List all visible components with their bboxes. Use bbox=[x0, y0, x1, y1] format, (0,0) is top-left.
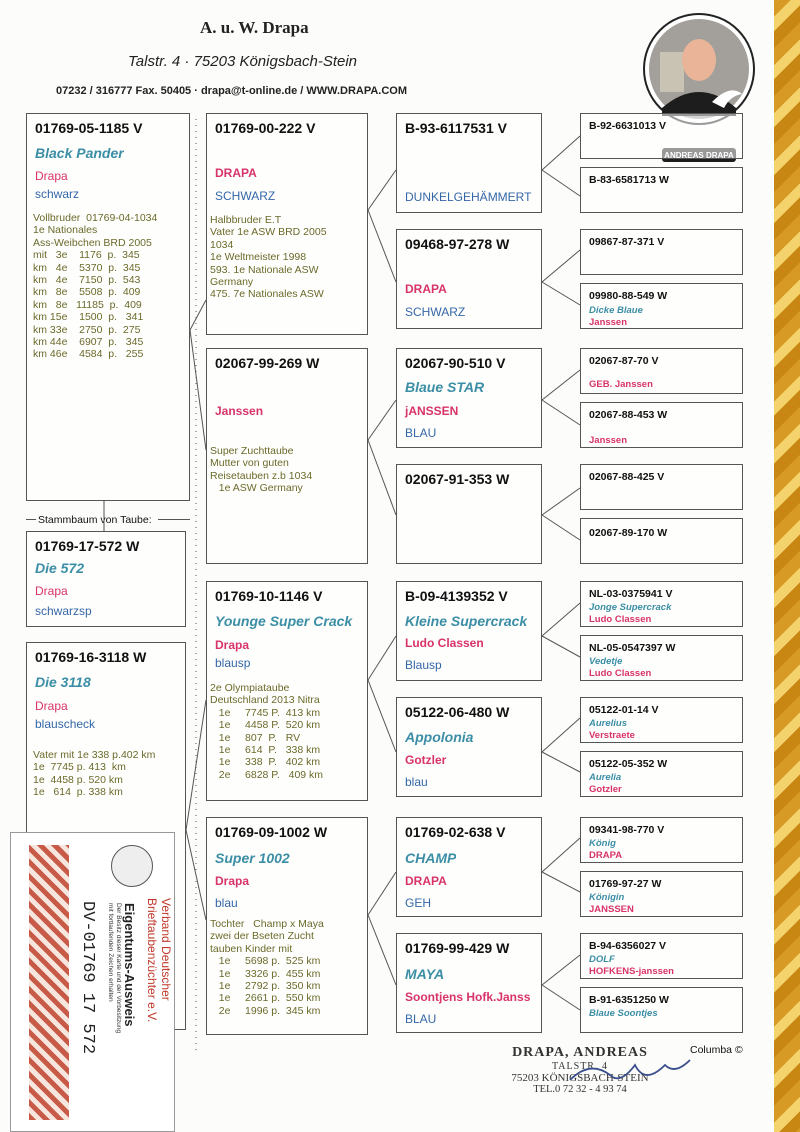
gen2-breeder: DRAPA bbox=[405, 874, 447, 888]
third-breeder: Drapa bbox=[35, 699, 68, 713]
gen3-ring: NL-03-0375941 V bbox=[589, 588, 673, 600]
gen3-ring: 09867-87-371 V bbox=[589, 236, 665, 248]
main-bird-box bbox=[26, 113, 190, 501]
gen2-name: CHAMP bbox=[405, 850, 457, 866]
gen1-breeder: Drapa bbox=[215, 638, 250, 652]
gen3-ring: B-94-6356027 V bbox=[589, 940, 667, 952]
gen2-ring: 02067-91-353 W bbox=[405, 471, 510, 487]
pigeon-logo-icon bbox=[111, 845, 153, 887]
gen3-box bbox=[580, 697, 743, 743]
ownership-card bbox=[10, 832, 175, 1132]
gen3-box bbox=[580, 348, 743, 394]
gen2-ring: B-93-6117531 V bbox=[405, 120, 507, 136]
gen3-name: DOLF bbox=[589, 954, 615, 965]
gen2-breeder: Ludo Classen bbox=[405, 636, 484, 650]
gen3-box bbox=[580, 402, 743, 448]
gen3-box bbox=[580, 817, 743, 863]
stamp-phone: TEL.0 72 32 - 4 93 74 bbox=[533, 1084, 627, 1095]
decorative-stripe bbox=[774, 0, 800, 1132]
gen3-name: Aurelius bbox=[589, 718, 628, 729]
gen3-ring: 05122-05-352 W bbox=[589, 758, 668, 770]
gen3-box bbox=[580, 167, 743, 213]
gen3-box bbox=[580, 229, 743, 275]
gen2-color: DUNKELGEHÄMMERT bbox=[405, 190, 532, 204]
gen2-color: blau bbox=[405, 775, 428, 789]
gen3-box bbox=[580, 871, 743, 917]
gen2-box-2 bbox=[396, 229, 542, 329]
gen2-color: Blausp bbox=[405, 658, 442, 672]
gen2-color: SCHWARZ bbox=[405, 305, 466, 319]
gen3-ring: NL-05-0547397 W bbox=[589, 642, 676, 654]
gen2-color: GEH bbox=[405, 896, 432, 910]
gen3-ring: 02067-88-453 W bbox=[589, 409, 668, 421]
gen3-box bbox=[580, 581, 743, 627]
sire-notes: Halbbruder E.T Vater 1e ASW BRD 2005 1034 1e Weltmeister 1998 593. 1e Nationale ASW Germany 475. 7e Nationales ASW bbox=[210, 214, 327, 301]
main-name: Black Pander bbox=[35, 145, 124, 161]
signature-image bbox=[560, 1050, 710, 1100]
gen3-breeder: DRAPA bbox=[589, 850, 623, 861]
third-color: blauscheck bbox=[35, 717, 96, 731]
gen3-box bbox=[580, 635, 743, 681]
gen3-box bbox=[580, 283, 743, 329]
card-number: DV-01769 17 572 bbox=[78, 901, 97, 1055]
gen3-box bbox=[580, 518, 743, 564]
gen3-ring: 02067-89-170 W bbox=[589, 527, 668, 539]
gen3-ring: 01769-97-27 W bbox=[589, 878, 662, 890]
gen3-breeder: Ludo Classen bbox=[589, 668, 652, 679]
gen3-box bbox=[580, 987, 743, 1033]
gen2-breeder: DRAPA bbox=[405, 282, 447, 296]
gen2-color: BLAU bbox=[405, 1012, 437, 1026]
gen2-ring: 02067-90-510 V bbox=[405, 355, 506, 371]
sire-ring: 01769-00-222 V bbox=[215, 120, 316, 136]
gen3-name: Königin bbox=[589, 892, 625, 903]
gen2-name: Kleine Supercrack bbox=[405, 613, 528, 629]
gen3-ring: 02067-88-425 V bbox=[589, 471, 665, 483]
gen2-ring: 05122-06-480 W bbox=[405, 704, 510, 720]
gen1-ring: 02067-99-269 W bbox=[215, 355, 320, 371]
gen3-breeder: Janssen bbox=[589, 317, 628, 328]
sire-box bbox=[206, 113, 368, 335]
label-taube: Stammbaum von Taube: bbox=[38, 514, 152, 526]
card-pattern bbox=[29, 845, 69, 1120]
gen2-name: Appolonia bbox=[405, 729, 474, 745]
divider bbox=[26, 519, 36, 520]
gen1-color: blausp bbox=[215, 656, 251, 670]
gen2-name: MAYA bbox=[405, 966, 445, 982]
main-color: schwarz bbox=[35, 187, 80, 201]
gen3-ring: 02067-87-70 V bbox=[589, 355, 659, 367]
gen2-box-5 bbox=[396, 581, 542, 681]
gen2-box-8 bbox=[396, 933, 542, 1033]
gen1-color: blau bbox=[215, 896, 238, 910]
gen2-breeder: Gotzler bbox=[405, 753, 447, 767]
main-notes: Vollbruder 01769-04-1034 1e Nationales Ass-Weibchen BRD 2005 mit 3e 1176 p. 345 km 4e 5370 p. 345 km 4e 7150 p. 543 km 8e 5508 p. 409 km 8e 11185 p. 409 km 15e 1500 p. 341 km 33e 2750 p. 275 km 44e 6907 p. 345 km 46e 4584 p. 255 bbox=[33, 212, 158, 361]
gen3-ring: 05122-01-14 V bbox=[589, 704, 659, 716]
taube-box bbox=[26, 531, 186, 627]
taube-ring: 01769-17-572 W bbox=[35, 538, 140, 554]
third-name: Die 3118 bbox=[35, 674, 91, 690]
gen2-box-1 bbox=[396, 113, 542, 213]
gen3-ring: 09980-88-549 W bbox=[589, 290, 668, 302]
gen3-breeder: Janssen bbox=[589, 435, 628, 446]
third-notes: Vater mit 1e 338 p.402 km 1e 7745 p. 413 km 1e 4458 p. 520 km 1e 614 p. 338 km bbox=[33, 749, 156, 799]
gen3-breeder: GEB. Janssen bbox=[589, 379, 653, 390]
gen3-breeder: Verstraete bbox=[589, 730, 635, 741]
gen3-ring: B-92-6631013 V bbox=[589, 120, 667, 132]
gen1-box-4 bbox=[206, 817, 368, 1035]
gen3-ring: 09341-98-770 V bbox=[589, 824, 665, 836]
gen1-notes: 2e Olympiataube Deutschland 2013 Nitra 1e 7745 P. 413 km 1e 4458 P. 520 km 1e 807 P. RV 1e 614 P. 338 km 1e 338 P. 402 km 2e 6828 P. 409 km bbox=[210, 682, 324, 781]
header-contact: 07232 / 316777 Fax. 50405 · drapa@t-online.de / WWW.DRAPA.COM bbox=[56, 85, 408, 97]
taube-color: schwarzsp bbox=[35, 604, 92, 618]
gen3-name: Vedetje bbox=[589, 656, 623, 667]
gen3-breeder: Gotzler bbox=[589, 784, 622, 795]
third-ring: 01769-16-3118 W bbox=[35, 649, 147, 665]
gen3-ring: B-83-6581713 W bbox=[589, 174, 669, 186]
gen3-breeder: Ludo Classen bbox=[589, 614, 652, 625]
divider bbox=[158, 519, 190, 520]
gen3-name: Blaue Soontjes bbox=[589, 1008, 658, 1019]
gen2-name: Blaue STAR bbox=[405, 379, 485, 395]
main-breeder: Drapa bbox=[35, 169, 68, 183]
header-address: Talstr. 4 · 75203 Königsbach-Stein bbox=[128, 53, 358, 70]
card-title: Eigentums-Ausweis bbox=[122, 903, 137, 1027]
stamp-name: DRAPA, ANDREAS bbox=[512, 1045, 648, 1060]
gen3-box bbox=[580, 933, 743, 979]
gen2-ring: B-09-4139352 V bbox=[405, 588, 508, 604]
gen3-box bbox=[580, 751, 743, 797]
sire-breeder: DRAPA bbox=[215, 166, 257, 180]
gen3-name: Dicke Blaue bbox=[589, 305, 643, 316]
gen3-name: König bbox=[589, 838, 616, 849]
card-org: Verband Deutscher Brieftaubenzüchter e.V. bbox=[145, 898, 173, 1023]
header-name: A. u. W. Drapa bbox=[200, 18, 309, 37]
stamp-city: 75203 KÖNIGSBACH-STEIN bbox=[511, 1072, 649, 1084]
gen1-notes: Super Zuchttaube Mutter von guten Reisetauben z.b 1034 1e ASW Germany bbox=[210, 445, 313, 495]
main-ring: 01769-05-1185 V bbox=[35, 120, 143, 136]
gen3-box bbox=[580, 464, 743, 510]
gen2-breeder: jANSSEN bbox=[405, 404, 459, 418]
gen3-name: Aurelia bbox=[589, 772, 622, 783]
gen2-ring: 09468-97-278 W bbox=[405, 236, 510, 252]
gen1-ring: 01769-09-1002 W bbox=[215, 824, 328, 840]
gen1-breeder: Janssen bbox=[215, 404, 264, 418]
gen2-breeder: Soontjens Hofk.Janss bbox=[405, 990, 531, 1004]
stamp-street: TALSTR. 4 bbox=[552, 1061, 608, 1072]
gen1-name: Super 1002 bbox=[215, 850, 290, 866]
taube-breeder: Drapa bbox=[35, 584, 68, 598]
gen3-breeder: HOFKENS-janssen bbox=[589, 966, 674, 977]
card-fine-print: Der Besitz dieser Karte und der Vorbesitzung mit fortlaufenden Zeichen erhalten bbox=[107, 903, 122, 1034]
gen1-name: Younge Super Crack bbox=[215, 613, 353, 629]
gen2-color: BLAU bbox=[405, 426, 437, 440]
gen2-ring: 01769-99-429 W bbox=[405, 940, 510, 956]
gen3-name: Jonge Supercrack bbox=[589, 602, 672, 613]
gen2-box-6 bbox=[396, 697, 542, 797]
gen2-box-3 bbox=[396, 348, 542, 448]
columba-credit: Columba © bbox=[690, 1044, 743, 1056]
gen3-box bbox=[580, 113, 743, 159]
gen2-ring: 01769-02-638 V bbox=[405, 824, 506, 840]
sire-color: SCHWARZ bbox=[215, 189, 276, 203]
gen1-notes: Tochter Champ x Maya zwei der Bseten Zucht tauben Kinder mit 1e 5698 p. 525 km 1e 3326 p. 455 km 1e 2792 p. 350 km 1e 2661 p. 550 km 2e 1996 p. 345 km bbox=[210, 918, 324, 1017]
gen2-box-4 bbox=[396, 464, 542, 564]
dam-of-sire-box bbox=[206, 348, 368, 564]
taube-name: Die 572 bbox=[35, 560, 85, 576]
gen3-breeder: JANSSEN bbox=[589, 904, 634, 915]
gen2-box-7 bbox=[396, 817, 542, 917]
gen1-ring: 01769-10-1146 V bbox=[215, 588, 323, 604]
gen3-ring: B-91-6351250 W bbox=[589, 994, 669, 1006]
gen1-box-3 bbox=[206, 581, 368, 801]
gen1-breeder: Drapa bbox=[215, 874, 250, 888]
